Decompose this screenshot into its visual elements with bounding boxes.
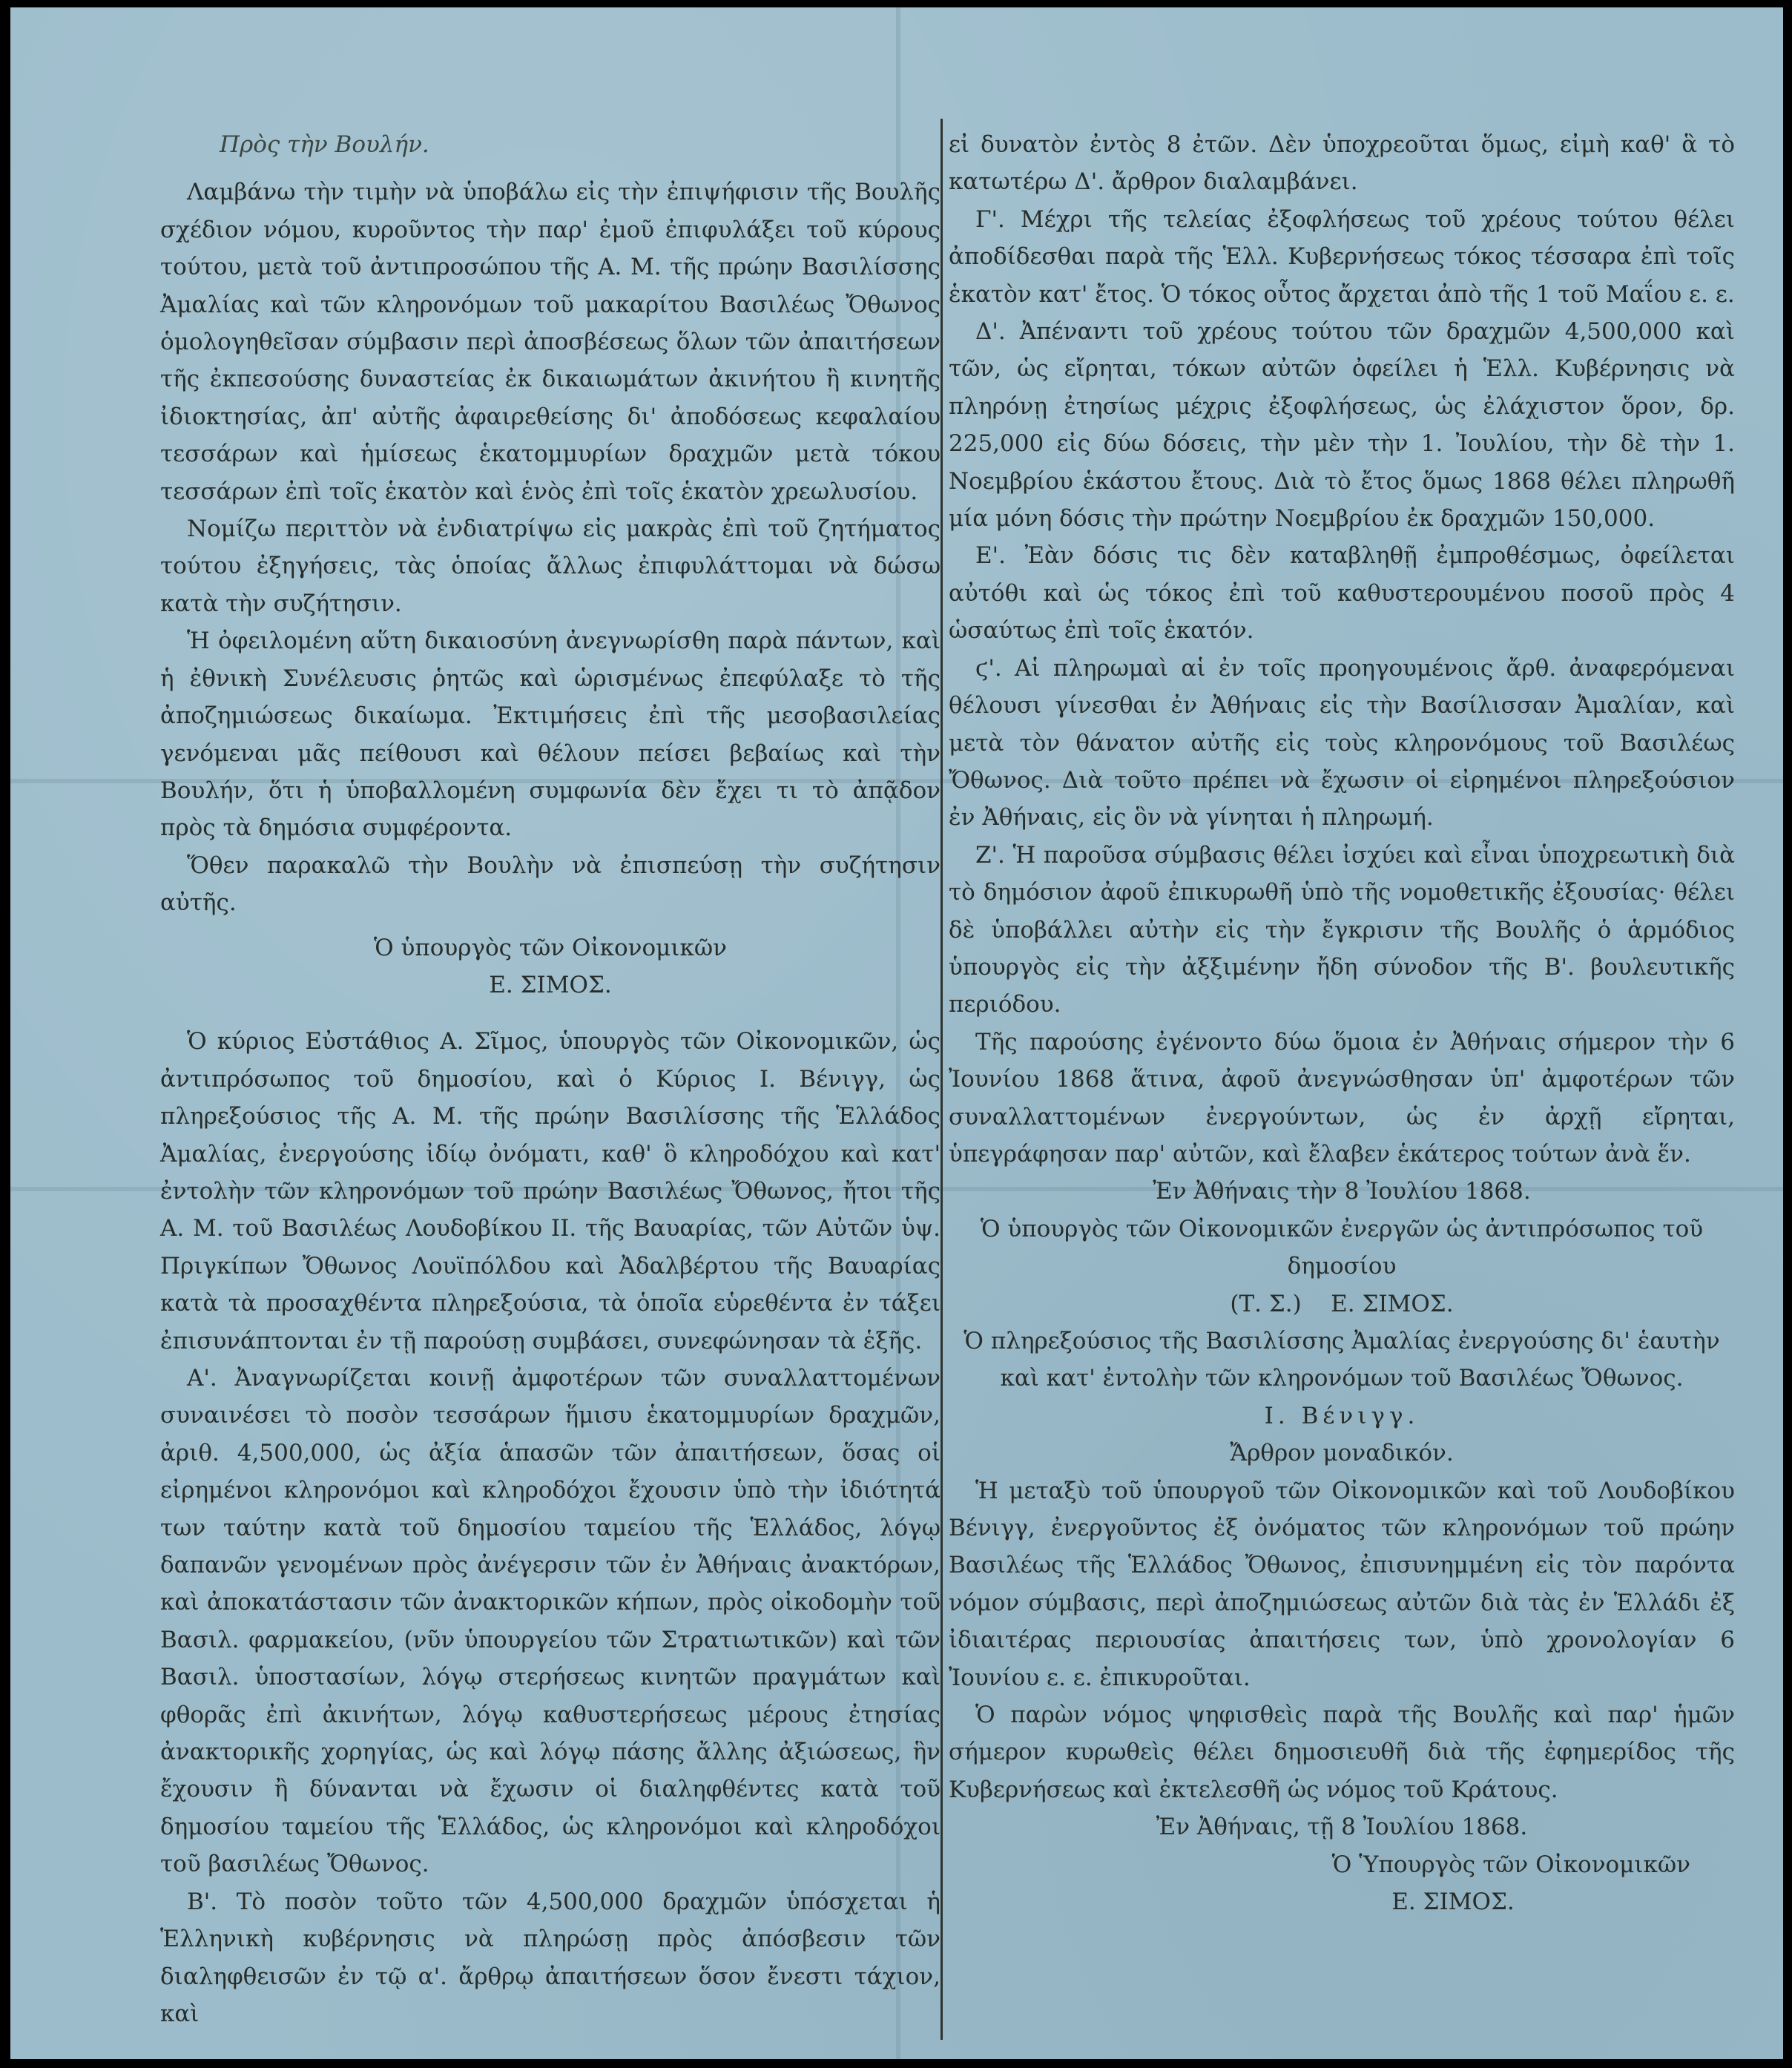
law-date: Ἐν Ἀθήναις, τῇ 8 Ἰουλίου 1868.: [1156, 1814, 1528, 1841]
acting-minister-text: Ὁ ὑπουργὸς τῶν Οἰκονομικῶν ἐνεργῶν ὡς ἀντιπρόσωπος τοῦ δημοσίου: [980, 1215, 1704, 1280]
right-column: [949, 126, 1735, 1921]
minister-title: Ὁ ὑπουργὸς τῶν Οἰκονομικῶν: [374, 934, 727, 961]
article-b-continuation: εἰ δυνατὸν ἐντὸς 8 ἐτῶν. Δὲν ὑποχρεοῦται ὅμως, εἰμὴ καθ' ἃ τὸ κατωτέρω Δ'. ἄρθρον διαλαμβάνει.: [949, 131, 1735, 196]
contract-date: Ἐν Ἀθήναις τὴν 8 Ἰουλίου 1868.: [1153, 1178, 1531, 1205]
article-b-paragraph: Β'. Τὸ ποσὸν τοῦτο τῶν 4,500,000 δραχμῶν ὑπόσχεται ἡ Ἑλληνικὴ κυβέρνησις νὰ πληρώσῃ πρὸς ἀπόσβεσιν τῶν διαληφθεισῶν ἐν τῷ α'. ἄρθρῳ ἀπαιτήσεων ὅσον ἔνεστι τάχιον, καὶ: [160, 1888, 941, 2027]
article-c-paragraph: Γ'. Μέχρι τῆς τελείας ἐξοφλήσεως τοῦ χρέους τούτου θέλει ἀποδίδεσθαι παρὰ τῆς Ἑλλ. Κυβερνήσεως τόκος τέσσαρα ἐπὶ τοῖς ἑκατὸν κατ' ἔτος. Ὁ τόκος οὗτος ἄρχεται ἀπὸ τῆς 1 τοῦ Μαΐου ε. ε.: [949, 205, 1735, 308]
article-g-paragraph: Ζ'. Ἡ παροῦσα σύμβασις θέλει ἰσχύει καὶ εἶναι ὑποχρεωτικὴ διὰ τὸ δημόσιον ἀφοῦ ἐπικυρωθῆ ὑπὸ τῆς νομοθετικῆς ἐξουσίας· θέλει δὲ ὑποβάλλει αὐτὴν εἰς τὴν ἔγκρισιν τῆς Βουλῆς ὁ ἁρμόδιος ὑπουργὸς εἰς τὴν ἀξξιμένην ἤδη σύνοδον τῆς Β'. βουλευτικῆς περιόδου.: [949, 841, 1735, 1018]
article-f-paragraph: ϛ'. Αἱ πληρωμαὶ αἱ ἐν τοῖς προηγουμένοις ἄρθ. ἀναφερόμεναι θέλουσι γίνεσθαι ἐν Ἀθήναις εἰς τὴν Βασίλισσαν Ἀμαλίαν, καὶ μετὰ τὸν θάνατον αὐτῆς εἰς τοὺς κληρονόμους τοῦ Βασιλέως Ὄθωνος. Διὰ τοῦτο πρέπει νὰ ἔχωσιν οἱ εἰρημένοι πληρεξούσιον ἐν Ἀθήναις, εἰς ὃν νὰ γίνηται ἡ πληρωμή.: [949, 654, 1735, 832]
single-article-text: Ἡ μεταξὺ τοῦ ὑπουργοῦ τῶν Οἰκονομικῶν καὶ τοῦ Λουδοβίκου Βένιγγ, ἐνεργοῦντος ἐξ ὀνόματος τῶν κληρονόμων τοῦ πρώην Βασιλέως τῆς Ἑλλάδος Ὄθωνος, ἐπισυνημμένη εἰς τὸν παρόντα νόμον σύμβασις, περὶ ἀποζημιώσεως αὐτῶν διὰ τὰς ἐν Ἑλλάδι ἐξ ἰδιαιτέρας περιουσίας ἀπαιτήσεις των, ὑπὸ χρονολογίαν 6 Ἰουνίου ε. ε. ἐπικυροῦται.: [949, 1477, 1735, 1691]
single-article-title: Ἄρθρον μοναδικόν.: [1230, 1440, 1454, 1467]
contract-intro-paragraph: Ὁ κύριος Εὐστάθιος Α. Σῖμος, ὑπουργὸς τῶν Οἰκονομικῶν, ὡς ἀντιπρόσωπος τοῦ δημοσίου, καὶ ὁ Κύριος Ι. Βένιγγ, ὡς πληρεξούσιος τῆς Α. Μ. τῆς πρώην Βασιλίσσης τῆς Ἑλλάδος Ἀμαλίας, ἐνεργούσης ἰδίῳ ὀνόματι, καθ' ὃ κληροδόχου καὶ κατ' ἐντολὴν τῶν κληρονόμων τοῦ πρώην Βασιλέως Ὄθωνος, ἤτοι τῆς Α. Μ. τοῦ Βασιλέως Λουδοβίκου ΙΙ. τῆς Βαυαρίας, τῶν Αὐτῶν ὑψ. Πριγκίπων Ὄθωνος Λουϊπόλδου καὶ Ἀδαλβέρτου τῆς Βαυαρίας κατὰ τὰ προσαχθέντα πληρεξούσια, τὰ ὁποῖα εὑρεθέντα ἐν τάξει ἐπισυνάπτονται ἐν τῇ παρούσῃ συμβάσει, συνεφώνησαν τὰ ἑξῆς.: [160, 1028, 941, 1354]
proxy-text: Ὁ πληρεξούσιος τῆς Βασιλίσσης Ἀμαλίας ἐνεργούσης δι' ἑαυτὴν καὶ κατ' ἐντολὴν τῶν κληρονόμων τοῦ Βασιλέως Ὄθωνος.: [963, 1328, 1720, 1392]
closing-paragraph: Τῆς παρούσης ἐγένοντο δύω ὅμοια ἐν Ἀθήναις σήμερον τὴν 6 Ἰουνίου 1868 ἅτινα, ἀφοῦ ἀνεγνώσθησαν ὑπ' ἀμφοτέρων τῶν συναλλαττομένων ἐνεργούντων, ὡς ἐν ἀρχῇ εἴρηται, ὑπεγράφησαν παρ' αὐτῶν, καὶ ἔλαβεν ἑκάτερος τούτων ἀνὰ ἕν.: [949, 1028, 1735, 1168]
proxy-signature: Ι. Βένιγγ.: [1264, 1402, 1420, 1429]
column-divider: [941, 119, 943, 2040]
final-minister-title: Ὁ Ὑπουργὸς τῶν Οἰκονομικῶν: [1331, 1851, 1690, 1878]
article-d-paragraph: Δ'. Ἀπέναντι τοῦ χρέους τούτου τῶν δραχμῶν 4,500,000 καὶ τῶν, ὡς εἴρηται, τόκων αὐτῶν ὀφείλει ἡ Ἑλλ. Κυβέρνησις νὰ πληρόνῃ ἐτησίως μέχρις ἐξοφλήσεως, ὡς ἐλάχιστον ὅρον, δρ. 225,000 εἰς δύω δόσεις, τὴν μὲν τὴν 1. Ἰουλίου, τὴν δὲ τὴν 1. Νοεμβρίου ἑκάστου ἔτους. Διὰ τὸ ἔτος ὅμως 1868 θέλει πληρωθῆ μία μόνη δόσις τὴν πρώτην Νοεμβρίου ἐκ δραχμῶν 150,000.: [949, 318, 1735, 533]
address-heading: Πρὸς τὴν Βουλήν.: [220, 131, 429, 158]
document-page: [10, 7, 1783, 2059]
intro-paragraph: Λαμβάνω τὴν τιμὴν νὰ ὑποβάλω εἰς τὴν ἐπιψήφισιν τῆς Βουλῆς σχέδιον νόμου, κυροῦντος τὴν παρ' ἐμοῦ ἐπιφυλάξει τοῦ κύρους τούτου, μετὰ τοῦ ἀντιπροσώπου τῆς Α. Μ. τῆς πρώην Βασιλίσσης Ἀμαλίας καὶ τῶν κληρονόμων τοῦ μακαρίτου Βασιλέως Ὄθωνος ὁμολογηθεῖσαν σύμβασιν περὶ ἀποσβέσεως ὅλων τῶν ἀπαιτήσεων τῆς ἐκπεσούσης δυναστείας ἐκ δικαιωμάτων ἀκινήτου ἢ κινητῆς ἰδιοκτησίας, ἀπ' αὐτῆς ἀφαιρεθείσης δι' ἀποδόσεως κεφαλαίου τεσσάρων καὶ ἡμίσεως ἑκατομμυρίων δραχμῶν μετὰ τόκου τεσσάρων ἐπὶ τοῖς ἑκατὸν καὶ ἑνὸς ἐπὶ τοῖς ἑκατὸν χρεωλυσίου.: [160, 179, 941, 505]
left-column: [160, 126, 941, 2032]
article-a-paragraph: Α'. Ἀναγνωρίζεται κοινῇ ἀμφοτέρων τῶν συναλλαττομένων συναινέσει τὸ ποσὸν τεσσάρων ἥμισυ ἑκατομμυρίων δραχμῶν, ἀριθ. 4,500,000, ὡς ἀξία ἁπασῶν τῶν ἀπαιτήσεων, ὅσας οἱ εἰρημένοι κληρονόμοι καὶ κληροδόχοι ἔχουσιν ὑπὸ τὴν ἰδιότητά των ταύτην κατὰ τοῦ δημοσίου ταμείου τῆς Ἑλλάδος, λόγῳ δαπανῶν γενομένων πρὸς ἀνέγερσιν τῶν ἐν Ἀθήναις ἀνακτόρων, καὶ ἀποκατάστασιν τῶν ἀνακτορικῶν κήπων, πρὸς οἰκοδομὴν τοῦ Βασιλ. φαρμακείου, (νῦν ὑπουργείου τῶν Στρατιωτικῶν) καὶ τῶν Βασιλ. ὑποστασίων, λόγῳ στερήσεως κινητῶν πραγμάτων καὶ φθορᾶς ἐπὶ ἀκινήτων, λόγῳ καθυστερήσεως μέρους ἐτησίας ἀνακτορικῆς χορηγίας, ὡς καὶ λόγῳ πάσης ἄλλης ἀξιώσεως, ἣν ἔχουσιν ἢ δύνανται νὰ ἔχωσιν οἱ διαληφθέντες κατὰ τοῦ δημοσίου ταμείου τῆς Ἑλλάδος, ὡς κληρονόμοι καὶ κληροδόχοι τοῦ βασιλέως Ὄθωνος.: [160, 1365, 941, 1878]
final-minister-name: Ε. ΣΙΜΟΣ.: [1391, 1888, 1515, 1916]
seal-and-signature: (Τ. Σ.) Ε. ΣΙΜΟΣ.: [1230, 1290, 1454, 1317]
justice-paragraph: Ἡ ὀφειλομένη αὕτη δικαιοσύνη ἀνεγνωρίσθη παρὰ πάντων, καὶ ἡ ἐθνικὴ Συνέλευσις ῥητῶς καὶ ὡρισμένως ἐπεφύλαξε τὸ τῆς ἀποζημιώσεως δικαίωμα. Ἐκτιμήσεις ἐπὶ τῆς μεσοβασιλείας γενόμεναι μᾶς πείθουσι καὶ θέλουν πείσει βεβαίως καὶ τὴν Βουλήν, ὅτι ἡ ὑποβαλλομένη συμφωνία δὲν ἔχει τι τὸ ἀπᾷδον πρὸς τὰ δημόσια συμφέροντα.: [160, 628, 941, 842]
minister-name: Ε. ΣΙΜΟΣ.: [489, 971, 612, 998]
enactment-text: Ὁ παρὼν νόμος ψηφισθεὶς παρὰ τῆς Βουλῆς καὶ παρ' ἡμῶν σήμερον κυρωθεὶς θέλει δημοσιευθῆ διὰ τῆς ἐφημερίδος τῆς Κυβερνήσεως καὶ ἐκτελεσθῆ ὡς νόμος τοῦ Κράτους.: [949, 1702, 1735, 1803]
article-e-paragraph: Ε'. Ἐὰν δόσις τις δὲν καταβληθῇ ἐμπροθέσμως, ὀφείλεται αὐτόθι καὶ ὡς τόκος ἐπὶ τοῦ καθυστερουμένου ποσοῦ πρὸς 4 ὡσαύτως ἐπὶ τοῖς ἑκατόν.: [949, 542, 1735, 645]
explanation-paragraph: Νομίζω περιττὸν νὰ ἐνδιατρίψω εἰς μακρὰς ἐπὶ τοῦ ζητήματος τούτου ἐξηγήσεις, τὰς ὁποίας ἄλλως ἐπιφυλάττομαι νὰ δώσω κατὰ τὴν συζήτησιν.: [160, 516, 941, 617]
request-paragraph: Ὅθεν παρακαλῶ τὴν Βουλὴν νὰ ἐπισπεύσῃ τὴν συζήτησιν αὐτῆς.: [160, 852, 941, 917]
